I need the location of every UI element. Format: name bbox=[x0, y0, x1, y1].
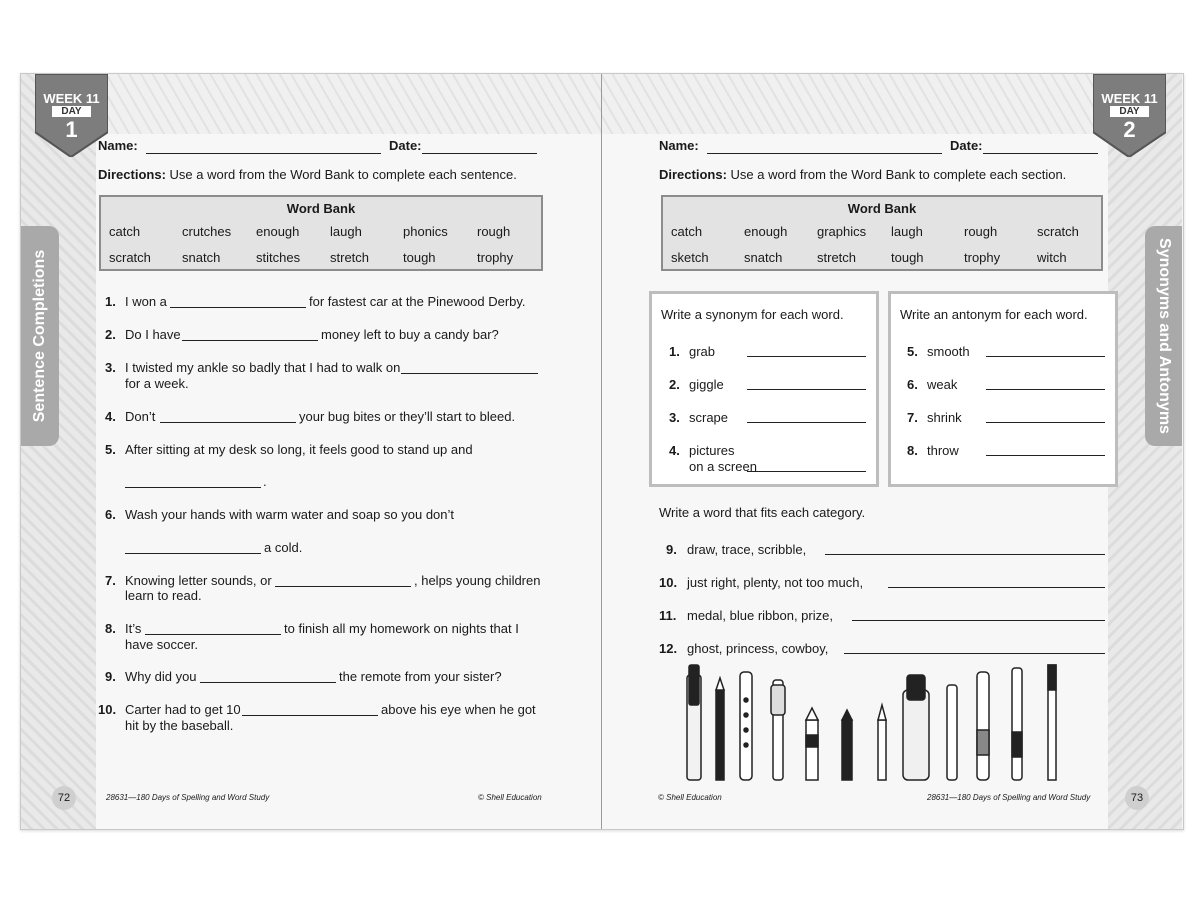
question-text: a cold. bbox=[264, 540, 303, 555]
word-bank-word: laugh bbox=[330, 224, 362, 239]
question-text: hit by the baseball. bbox=[125, 718, 234, 733]
answer-blank[interactable] bbox=[844, 653, 1105, 654]
left-page-decorative-border bbox=[21, 74, 96, 829]
word-bank-word: crutches bbox=[182, 224, 232, 239]
question-text: It’s bbox=[125, 621, 142, 636]
question-text: . bbox=[263, 474, 267, 489]
answer-blank[interactable] bbox=[275, 586, 411, 587]
question-text: learn to read. bbox=[125, 588, 202, 603]
word-bank-word: stretch bbox=[330, 250, 370, 265]
answer-blank[interactable] bbox=[852, 620, 1105, 621]
answer-blank[interactable] bbox=[125, 553, 261, 554]
date-field[interactable] bbox=[422, 153, 537, 154]
word-bank-word: snatch bbox=[744, 250, 783, 265]
prompt-word: giggle bbox=[689, 377, 724, 392]
category-prompt: just right, plenty, not too much, bbox=[687, 575, 864, 590]
week-label: WEEK 11 bbox=[1101, 91, 1158, 106]
answer-blank[interactable] bbox=[242, 715, 378, 716]
question-text: After sitting at my desk so long, it feels good to stand up and bbox=[125, 442, 473, 457]
word-bank-word: scratch bbox=[1037, 224, 1079, 239]
question-number: 11. bbox=[659, 608, 677, 623]
question-text: Carter had to get 10 bbox=[125, 702, 241, 717]
word-bank-word: sketch bbox=[671, 250, 709, 265]
word-bank-word: laugh bbox=[891, 224, 923, 239]
day-number: 1 bbox=[65, 117, 78, 142]
question-number: 8. bbox=[907, 443, 918, 458]
question-number: 7. bbox=[907, 410, 918, 425]
question-text: Wash your hands with warm water and soap so you don’t bbox=[125, 507, 455, 522]
word-bank-word: rough bbox=[477, 224, 511, 239]
day-label: DAY bbox=[1110, 106, 1149, 117]
word-bank-word: trophy bbox=[477, 250, 514, 265]
word-bank bbox=[661, 195, 1103, 271]
synonym-box-title: Write a synonym for each word. bbox=[661, 307, 844, 322]
category-directions: Write a word that fits each category. bbox=[659, 505, 866, 520]
prompt-word: grab bbox=[689, 344, 716, 359]
right-page-decorative-border bbox=[1107, 74, 1182, 829]
word-bank-word: graphics bbox=[817, 224, 867, 239]
prompt-word: shrink bbox=[927, 410, 962, 425]
date-label: Date: bbox=[950, 138, 983, 153]
word-bank-word: enough bbox=[744, 224, 788, 239]
answer-blank[interactable] bbox=[200, 682, 336, 683]
word-bank-word: tough bbox=[891, 250, 924, 265]
answer-blank[interactable] bbox=[986, 455, 1105, 456]
page-number: 72 bbox=[52, 786, 76, 810]
word-bank-word: catch bbox=[109, 224, 141, 239]
question-text: , helps young children bbox=[414, 573, 541, 588]
question-text: above his eye when he got bbox=[381, 702, 536, 717]
directions: Directions: Use a word from the Word Bank to complete each section. bbox=[659, 167, 1067, 182]
word-bank-word: snatch bbox=[182, 250, 221, 265]
question-text: for a week. bbox=[125, 376, 189, 391]
question-text: Don’t bbox=[125, 409, 156, 424]
question-number: 3. bbox=[105, 360, 116, 375]
week-label: WEEK 11 bbox=[43, 91, 100, 106]
prompt-word: throw bbox=[927, 443, 959, 458]
pens-and-markers-illustration bbox=[682, 660, 1092, 785]
question-number: 9. bbox=[666, 542, 677, 557]
word-bank-word: witch bbox=[1037, 250, 1067, 265]
prompt-word: weak bbox=[927, 377, 958, 392]
question-text: the remote from your sister? bbox=[339, 669, 502, 684]
directions: Directions: Use a word from the Word Bank to complete each sentence. bbox=[98, 167, 517, 182]
answer-blank[interactable] bbox=[747, 422, 866, 423]
footer-title: 28631—180 Days of Spelling and Word Study bbox=[927, 793, 1091, 802]
question-number: 5. bbox=[907, 344, 918, 359]
category-prompt: ghost, princess, cowboy, bbox=[687, 641, 829, 656]
prompt-word: on a screen bbox=[689, 459, 757, 474]
category-prompt: medal, blue ribbon, prize, bbox=[687, 608, 833, 623]
question-text: Do I have bbox=[125, 327, 181, 342]
answer-blank[interactable] bbox=[825, 554, 1105, 555]
day-number: 2 bbox=[1123, 117, 1136, 142]
antonym-box-title: Write an antonym for each word. bbox=[900, 307, 1088, 322]
question-number: 2. bbox=[105, 327, 116, 342]
question-text: I won a bbox=[125, 294, 167, 309]
question-number: 4. bbox=[669, 443, 680, 458]
prompt-word: smooth bbox=[927, 344, 970, 359]
category-prompt: draw, trace, scribble, bbox=[687, 542, 807, 557]
footer-publisher: © Shell Education bbox=[658, 793, 722, 802]
footer-publisher: © Shell Education bbox=[478, 793, 542, 802]
answer-blank[interactable] bbox=[170, 307, 306, 308]
name-field[interactable] bbox=[707, 153, 942, 154]
question-number: 10. bbox=[659, 575, 678, 590]
word-bank-word: catch bbox=[671, 224, 703, 239]
date-label: Date: bbox=[389, 138, 422, 153]
question-number: 7. bbox=[105, 573, 116, 588]
antonym-box bbox=[888, 291, 1118, 487]
question-number: 2. bbox=[669, 377, 680, 392]
question-number: 1. bbox=[105, 294, 116, 309]
date-field[interactable] bbox=[983, 153, 1098, 154]
word-bank-word: tough bbox=[403, 250, 436, 265]
answer-blank[interactable] bbox=[747, 356, 866, 357]
answer-blank[interactable] bbox=[888, 587, 1105, 588]
answer-blank[interactable] bbox=[986, 422, 1105, 423]
question-number: 10. bbox=[98, 702, 117, 717]
right-page bbox=[602, 74, 1182, 829]
answer-blank[interactable] bbox=[986, 356, 1105, 357]
question-text: have soccer. bbox=[125, 637, 198, 652]
open-workbook bbox=[20, 73, 1184, 830]
answer-blank[interactable] bbox=[182, 340, 318, 341]
word-bank-word: scratch bbox=[109, 250, 151, 265]
question-number: 8. bbox=[105, 621, 116, 636]
question-number: 5. bbox=[105, 442, 116, 457]
page-number: 73 bbox=[1125, 786, 1149, 810]
word-bank bbox=[99, 195, 543, 271]
question-text: your bug bites or they’ll start to bleed. bbox=[299, 409, 516, 424]
answer-blank[interactable] bbox=[125, 487, 261, 488]
word-bank-word: trophy bbox=[964, 250, 1001, 265]
word-bank-word: stitches bbox=[256, 250, 301, 265]
answer-blank[interactable] bbox=[986, 389, 1105, 390]
footer-title: 28631—180 Days of Spelling and Word Study bbox=[106, 793, 270, 802]
question-text: I twisted my ankle so badly that I had to walk on bbox=[125, 360, 401, 375]
question-number: 6. bbox=[907, 377, 918, 392]
question-text: Why did you bbox=[125, 669, 197, 684]
synonym-box bbox=[649, 291, 879, 487]
day-label: DAY bbox=[52, 106, 91, 117]
word-bank-word: stretch bbox=[817, 250, 857, 265]
answer-blank[interactable] bbox=[160, 422, 296, 423]
question-number: 3. bbox=[669, 410, 680, 425]
question-number: 12. bbox=[659, 641, 678, 656]
section-tab-label: Sentence Completions bbox=[31, 249, 48, 423]
answer-blank[interactable] bbox=[747, 471, 866, 472]
question-number: 1. bbox=[669, 344, 680, 359]
question-number: 4. bbox=[105, 409, 116, 424]
name-label: Name: bbox=[659, 138, 699, 153]
section-tab bbox=[21, 226, 59, 446]
section-tab-label: Synonyms and Antonyms bbox=[1156, 238, 1173, 434]
week-day-badge bbox=[1093, 74, 1166, 157]
prompt-word: pictures bbox=[689, 443, 735, 458]
word-bank-title: Word Bank bbox=[286, 201, 356, 216]
answer-blank[interactable] bbox=[145, 634, 281, 635]
question-text: money left to buy a candy bar? bbox=[321, 327, 499, 342]
question-text: for fastest car at the Pinewood Derby. bbox=[309, 294, 526, 309]
question-number: 6. bbox=[105, 507, 116, 522]
word-bank-word: enough bbox=[256, 224, 300, 239]
question-number: 9. bbox=[105, 669, 116, 684]
question-text: Knowing letter sounds, or bbox=[125, 573, 272, 588]
prompt-word: scrape bbox=[689, 410, 729, 425]
name-label: Name: bbox=[98, 138, 138, 153]
section-tab bbox=[1145, 226, 1182, 446]
question-text: to finish all my homework on nights that I bbox=[284, 621, 519, 636]
word-bank-word: phonics bbox=[403, 224, 448, 239]
left-page bbox=[21, 74, 601, 829]
answer-blank[interactable] bbox=[401, 373, 538, 374]
answer-blank[interactable] bbox=[747, 389, 866, 390]
name-field[interactable] bbox=[146, 153, 381, 154]
word-bank-word: rough bbox=[964, 224, 998, 239]
word-bank-title: Word Bank bbox=[847, 201, 917, 216]
